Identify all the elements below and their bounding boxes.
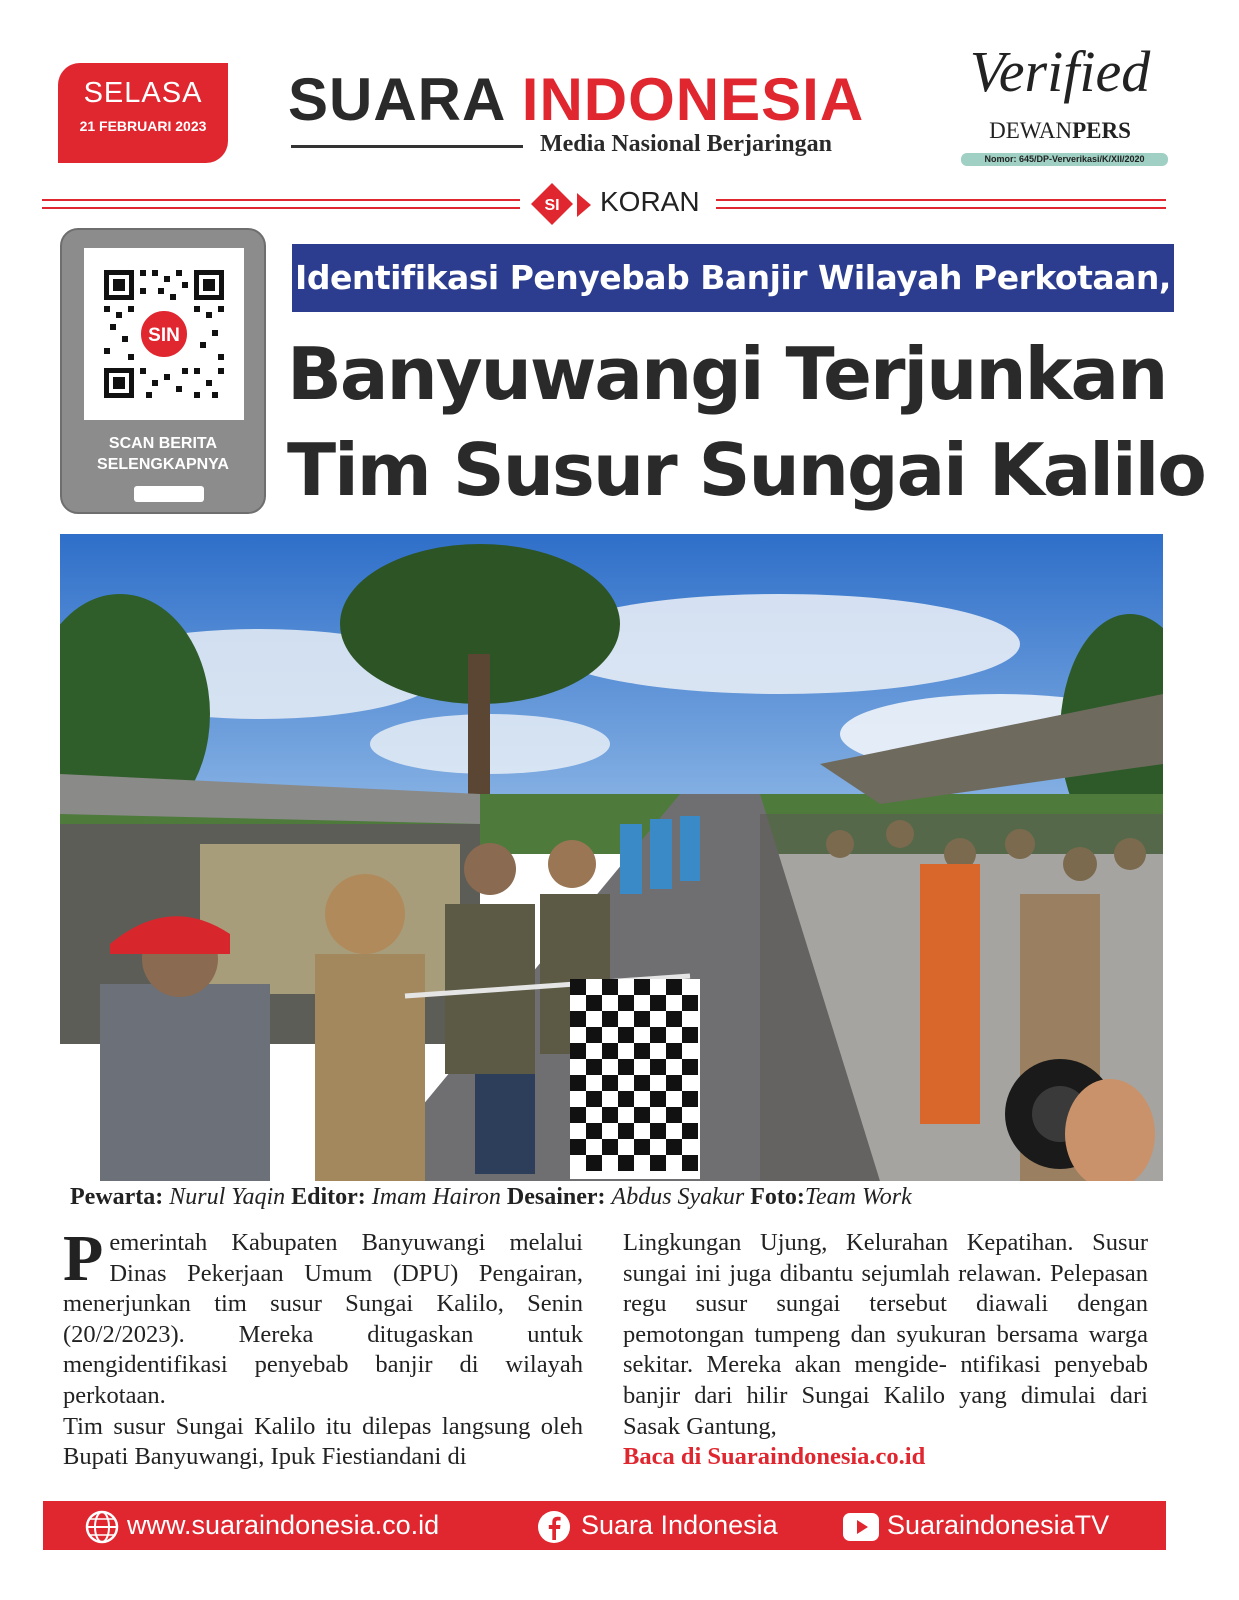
paragraph-3: Lingkungan Ujung, Kelurahan Kepatihan. Susur sungai ini juga dibantu sejumlah relawan. Pelepasan regu susur sungai tersebut diawali dengan pemotongan tumpeng dan syukuran bersama warga sekitar. Mereka akan mengide- ntifikasi penyebab banjir dari hilir Sungai Kalilo yang dimulai dari Sasak Gantung,: [623, 1229, 1148, 1440]
credit-pewarta-label: Pewarta:: [70, 1184, 164, 1210]
scan-text-line1: SCAN BERITA: [108, 435, 218, 452]
masthead-logo: [288, 60, 928, 140]
photo-credits: [70, 1184, 912, 1211]
footer-facebook[interactable]: [537, 1501, 778, 1550]
credit-pewarta: Nurul Yaqin: [169, 1184, 286, 1210]
footer-website[interactable]: [85, 1501, 439, 1550]
qr-card[interactable]: [60, 228, 266, 514]
qr-code-icon: [84, 248, 244, 420]
divider-line-right-top: [716, 199, 1166, 201]
date-badge: [58, 63, 228, 163]
verified-org: [950, 118, 1170, 144]
facebook-icon: [537, 1510, 571, 1544]
verified-org-part1: DEWAN: [989, 118, 1073, 143]
footer-bar: [43, 1501, 1166, 1550]
qr-code-frame: [84, 248, 244, 420]
verified-org-part2: PERS: [1072, 118, 1131, 143]
chevron-right-icon: [577, 193, 595, 217]
si-label: SI: [544, 197, 560, 214]
credit-foto: Team Work: [804, 1184, 912, 1210]
date-full: 21 FEBRUARI 2023: [79, 118, 207, 134]
divider-line-right-bottom: [716, 207, 1166, 209]
paragraph-1: [63, 1222, 583, 1412]
scan-text: [62, 433, 264, 475]
article-headline: [287, 326, 1207, 518]
section-name: KORAN: [600, 186, 700, 217]
footer-youtube[interactable]: [843, 1501, 1109, 1550]
youtube-icon: [843, 1513, 879, 1541]
scan-text-line2: SELENGKAPNYA: [97, 456, 229, 473]
divider-line-left-top: [42, 199, 520, 201]
article-kicker: Identifikasi Penyebab Banjir Wilayah Perkotaan,: [292, 244, 1174, 312]
verified-title: Verified: [969, 39, 1151, 104]
paragraph-2: Tim susur Sungai Kalilo itu dilepas langsung oleh Bupati Banyuwangi, Ipuk Fiestiandani di: [63, 1412, 583, 1471]
verified-number: Nomor: 645/DP-Ververikasi/K/XII/2020: [961, 153, 1168, 166]
divider-line-left-bottom: [42, 207, 520, 209]
read-more-link[interactable]: Baca di Suaraindonesia.co.id: [623, 1443, 926, 1471]
article-column-1: [63, 1222, 583, 1473]
credit-editor-label: Editor:: [291, 1184, 366, 1210]
date-day: SELASA: [83, 77, 203, 109]
article-column-2: [623, 1228, 1148, 1473]
qr-logo: SIN: [148, 325, 180, 346]
footer-facebook-text: Suara Indonesia: [581, 1510, 778, 1540]
photo-illustration: [60, 534, 1163, 1181]
headline-line2: Tim Susur Sungai Kalilo: [287, 428, 1205, 512]
article-photo: [60, 534, 1163, 1181]
credit-desainer: Abdus Syakur: [611, 1184, 745, 1210]
paragraph-1-text: emerintah Kabupaten Banyuwangi melalui Dinas Pekerjaan Umum (DPU) Pengairan, menerjunkan tim susur Sungai Kalilo, Senin (20/2/2023). Mereka ditugaskan untuk mengidentifikasi penyebab banjir di wilayah perkotaan.: [63, 1229, 583, 1409]
scan-pill: [134, 486, 204, 502]
masthead-tagline: Media Nasional Berjaringan: [540, 131, 832, 157]
credit-foto-label: Foto:: [750, 1184, 805, 1210]
brand-name-part2: INDONESIA: [521, 66, 865, 133]
si-diamond-icon: [531, 183, 573, 225]
brand-name-part1: SUARA: [288, 66, 505, 133]
masthead-rule: [291, 145, 523, 148]
globe-icon: [85, 1510, 119, 1544]
drop-cap: P: [63, 1222, 104, 1295]
headline-line1: Banyuwangi Terjunkan: [287, 332, 1167, 416]
footer-website-text: www.suaraindonesia.co.id: [127, 1510, 440, 1540]
credit-desainer-label: Desainer:: [506, 1184, 606, 1210]
credit-editor: Imam Hairon: [371, 1184, 501, 1210]
footer-youtube-text: SuaraindonesiaTV: [887, 1510, 1110, 1540]
